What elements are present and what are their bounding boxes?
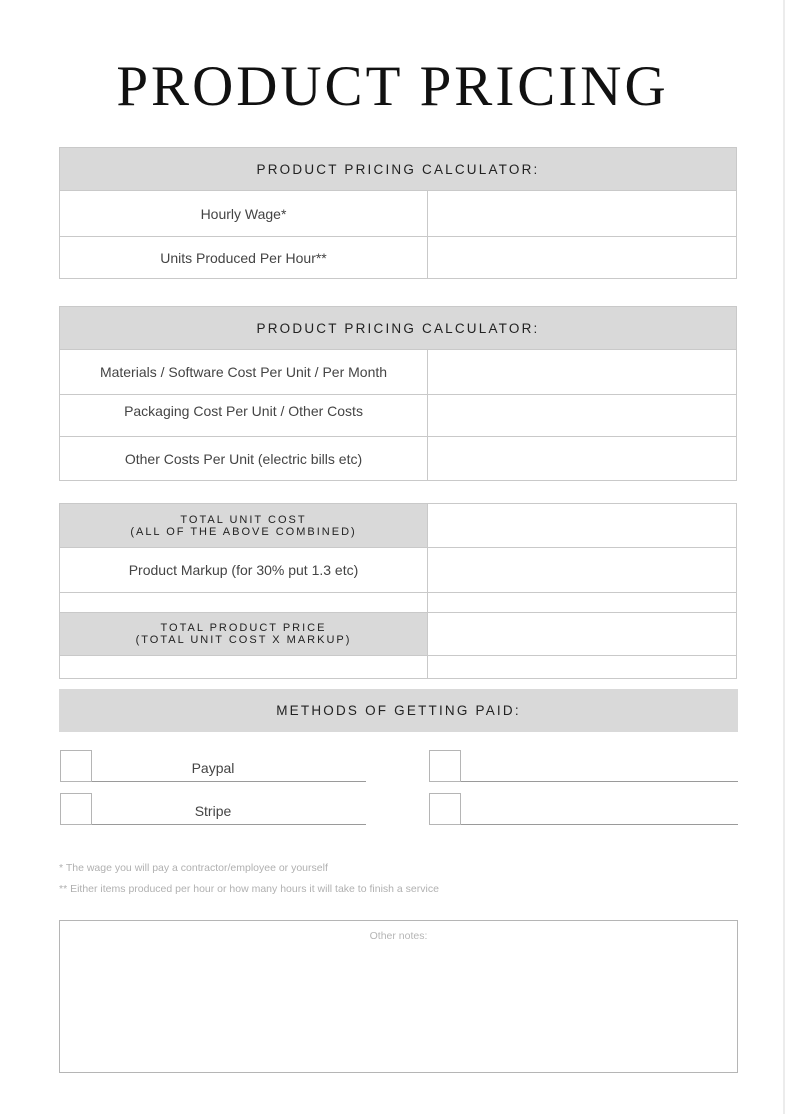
- materials-cost-label: Materials / Software Cost Per Unit / Per Month: [60, 350, 428, 394]
- totals-table: [59, 503, 737, 679]
- blank-method-checkbox-2[interactable]: [429, 793, 461, 825]
- blank-method-checkbox-1[interactable]: [429, 750, 461, 782]
- units-per-hour-label: Units Produced Per Hour**: [60, 237, 428, 278]
- units-per-hour-field[interactable]: [428, 237, 736, 278]
- total-product-price-field[interactable]: [428, 613, 736, 655]
- section-header: PRODUCT PRICING CALCULATOR:: [60, 307, 736, 349]
- spacer-field[interactable]: [428, 656, 736, 678]
- table-row: [60, 504, 736, 547]
- blank-method-line-1[interactable]: [461, 781, 738, 782]
- hourly-wage-field[interactable]: [428, 191, 736, 236]
- paypal-checkbox[interactable]: [60, 750, 92, 782]
- markup-label: Product Markup (for 30% put 1.3 etc): [60, 548, 428, 592]
- total-product-price-subtitle: (TOTAL UNIT COST X MARKUP): [135, 634, 352, 646]
- spacer-cell: [60, 656, 428, 678]
- table-row: [60, 547, 736, 592]
- stripe-line: [92, 824, 366, 825]
- packaging-cost-label: Packaging Cost Per Unit / Other Costs: [60, 395, 428, 436]
- stripe-label: Stripe: [194, 803, 232, 819]
- total-unit-cost-label: [60, 504, 428, 547]
- markup-field[interactable]: [428, 548, 736, 592]
- table-row: [60, 349, 736, 394]
- materials-cost-field[interactable]: [428, 350, 736, 394]
- table-row: [60, 655, 736, 678]
- paypal-line: [92, 781, 366, 782]
- spacer-cell: [60, 593, 428, 612]
- total-unit-cost-title: TOTAL UNIT COST: [180, 513, 307, 526]
- section-header: PRODUCT PRICING CALCULATOR:: [60, 148, 736, 190]
- pricing-calculator-2: [59, 306, 737, 481]
- table-row: [60, 612, 736, 655]
- total-product-price-label: [60, 613, 428, 655]
- paypal-label: Paypal: [191, 760, 235, 776]
- other-notes-label: Other notes:: [369, 930, 428, 942]
- other-costs-label: Other Costs Per Unit (electric bills etc): [60, 437, 428, 480]
- table-row: [60, 236, 736, 278]
- footnote-wage: * The wage you will pay a contractor/employee or yourself: [59, 862, 328, 874]
- stripe-checkbox[interactable]: [60, 793, 92, 825]
- spacer-field[interactable]: [428, 593, 736, 612]
- total-unit-cost-field[interactable]: [428, 504, 736, 547]
- total-product-price-title: TOTAL PRODUCT PRICE: [160, 622, 327, 634]
- table-row: [60, 190, 736, 236]
- pricing-calculator-1: [59, 147, 737, 279]
- hourly-wage-label: Hourly Wage*: [60, 191, 428, 236]
- blank-method-line-2[interactable]: [461, 824, 738, 825]
- table-row: [60, 394, 736, 436]
- footnote-units: ** Either items produced per hour or how many hours it will take to finish a service: [59, 883, 439, 895]
- payment-methods-header: METHODS OF GETTING PAID:: [59, 689, 738, 732]
- other-notes-box[interactable]: [59, 920, 738, 1073]
- other-costs-field[interactable]: [428, 437, 736, 480]
- total-unit-cost-subtitle: (ALL OF THE ABOVE COMBINED): [130, 525, 357, 538]
- table-row: [60, 592, 736, 612]
- table-row: [60, 436, 736, 480]
- page-title: PRODUCT PRICING: [116, 55, 669, 118]
